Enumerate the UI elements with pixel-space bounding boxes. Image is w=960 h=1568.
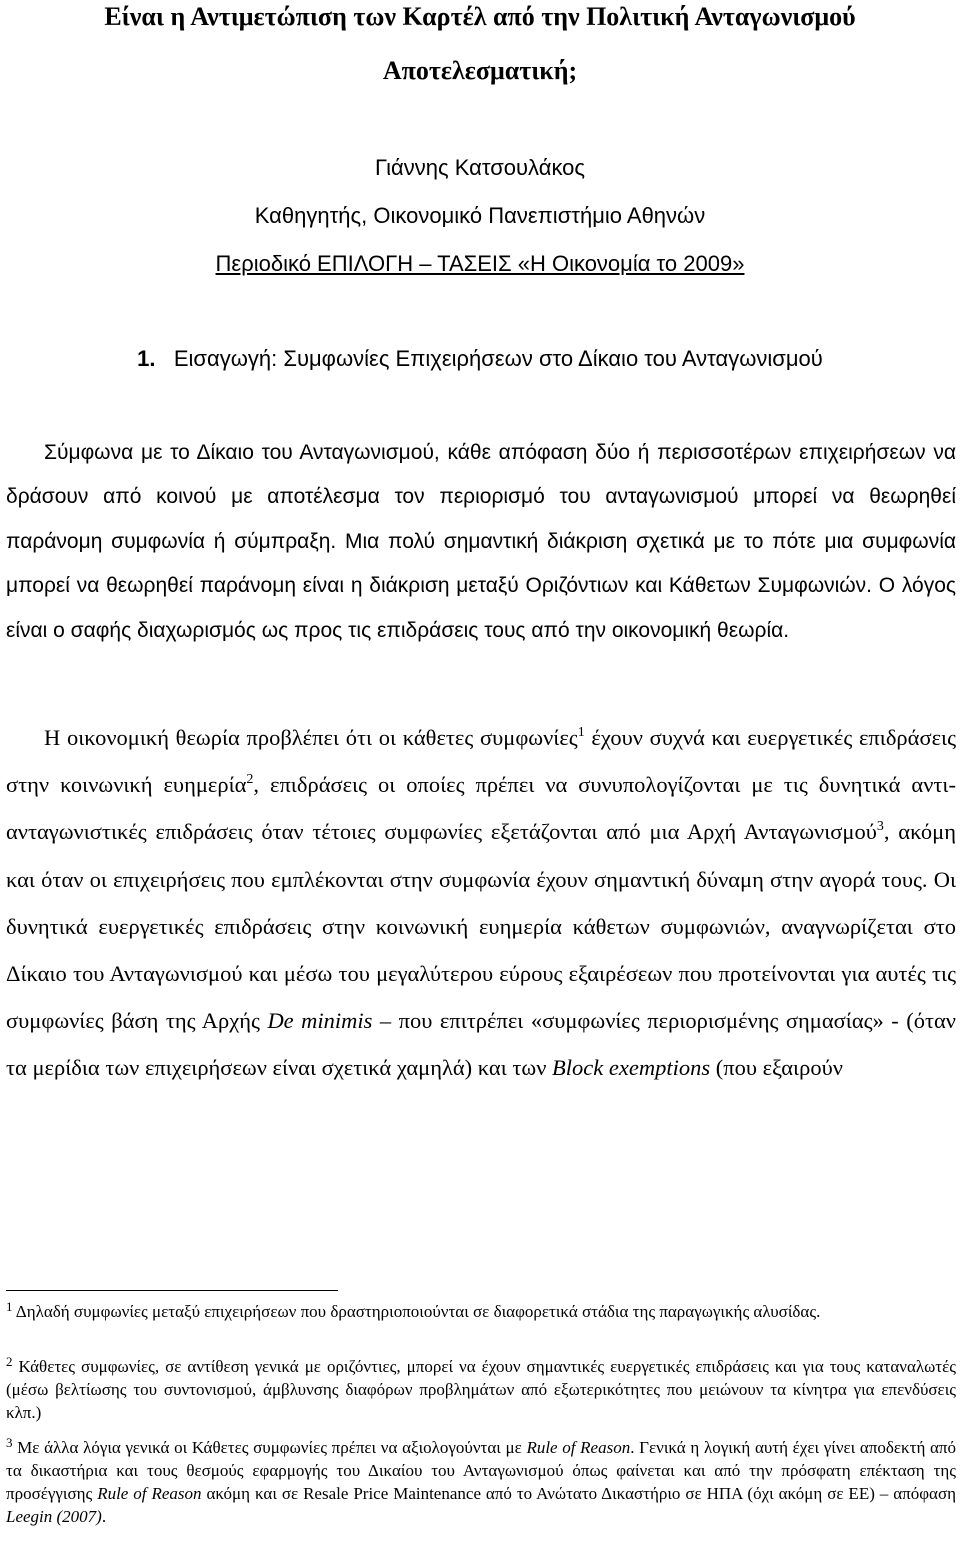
footnote-text: Δηλαδή συμφωνίες μεταξύ επιχειρήσεων που δραστηριοποιούνται σε διαφορετικά στάδια της παραγωγικής αλυσίδας. [12,1302,821,1321]
footnote-text: ακόμη και σε Resale Price Maintenance από το Ανώτατο Δικαστήριο σε ΗΠΑ (όχι ακόμη σε ΕΕ) – απόφαση [201,1484,957,1503]
paragraph-1: Σύμφωνα με το Δίκαιο του Ανταγωνισμού, κάθε απόφαση δύο ή περισσοτέρων επιχειρήσεων να δράσουν από κοινού με αποτέλεσμα τον περιορισμό του ανταγωνισμού μπορεί να θεωρηθεί παράνομη συμφωνία ή σύμπραξη. Μια πολύ σημαντική διάκριση σχετικά με το πότε μια συμφωνία μπορεί να θεωρηθεί παράνομη είναι η διάκριση μεταξύ Οριζόντιων και Κάθετων Συμφωνιών. Ο λόγος είναι ο σαφής διαχωρισμός ως προς τις επιδράσεις τους από την οικονομική θεωρία. [6,441,956,642]
italic-term: Block exemptions [552,1055,711,1081]
italic-term: Rule of Reason [526,1438,631,1457]
footnote-number: 1 [6,1299,13,1314]
footnote-ref: 2 [246,772,254,788]
paragraph-2 [6,714,956,1092]
author-affiliation: Καθηγητής, Οικονομικό Πανεπιστήμιο Αθηνών [254,203,706,228]
footnote-number: 3 [6,1435,13,1450]
italic-term: Leegin (2007) [6,1507,102,1526]
paragraph-2-text: έχουν συχνά και ευεργετικές επιδράσεις στην κοινωνική ευημερία [6,725,956,798]
paragraph-2-text: , ακόμη και όταν οι επιχειρήσεις που εμπλέκονται στην συμφωνία έχουν σημαντική δύναμη στην αγορά τους. Οι δυνητικά ευεργετικές επιδράσεις στην κοινωνική ευημερία κάθετων συμφωνιών, αναγνωρίζεται στο Δίκαιο του Ανταγωνισμού και μέσω του μεγαλύτερου εύρους εξαιρέσεων που προτείνονται για αυτές τις συμφωνίες βάση της Αρχής [6,819,957,1034]
document-title-line-1: Είναι η Αντιμετώπιση των Καρτέλ από την Πολιτική Ανταγωνισμού [104,2,856,31]
section-title: Εισαγωγή: Συμφωνίες Επιχειρήσεων στο Δίκαιο του Ανταγωνισμού [173,346,823,371]
footnote-ref: 3 [876,819,884,835]
section-number: 1. [137,346,156,371]
paragraph-2-text: , επιδράσεις οι οποίες πρέπει να συνυπολογίζονται με τις δυνητικά αντι-ανταγωνιστικές επιδράσεις όταν τέτοιες συμφωνίες εξετάζονται από μια Αρχή Ανταγωνισμού [6,772,956,845]
footnote-text: Με άλλα λόγια γενικά οι Κάθετες συμφωνίες πρέπει να αξιολογούνται με [12,1438,527,1457]
paragraph-2-text: Η οικονομική θεωρία προβλέπει ότι οι κάθετες συμφωνίες [44,725,578,750]
paragraph-2-text: – που επιτρέπει «συμφωνίες περιορισμένης σημασίας» - (όταν τα μερίδια των επιχειρήσεων είναι σχετικά χαμηλά) και των [6,1008,956,1081]
publication-source: Περιοδικό ΕΠΙΛΟΓΗ – ΤΑΣΕΙΣ «Η Οικονομία το 2009» [215,251,745,276]
footnote-text: . Γενικά η λογική αυτή έχει γίνει αποδεκτή από τα δικαστήρια και τους θεσμούς εφαρμογής του Δικαίου του Ανταγωνισμού όπως φαίνεται και από την πρόσφατη επέκταση της προσέγγισης [6,1438,957,1503]
author-name: Γιάννης Κατσουλάκος [374,155,586,180]
footnote-ref: 1 [577,725,585,740]
italic-term: De minimis [267,1008,373,1034]
footnote-number: 2 [6,1354,13,1369]
section-heading [0,345,960,373]
italic-term: Rule of Reason [97,1484,202,1503]
footnote-3 [6,1436,956,1528]
footnote-text: Κάθετες συμφωνίες, σε αντίθεση γενικά με οριζόντιες, μπορεί να έχουν σημαντικές ευεργετικές επιδράσεις και για τους καταναλωτές (μέσω βελτίωσης του συντονισμού, άμβλυνσης διαφόρων προβλημάτων από εξωτερικότητες που μειώνουν τα κίνητρα για επενδύσεις κλπ.) [6,1357,956,1422]
paragraph-2-text: (που εξαιρούν [710,1055,843,1081]
footnote-separator [6,1290,338,1291]
footnote-2 [6,1355,956,1424]
footnote-text: . [101,1507,107,1526]
footnote-1 [6,1300,956,1323]
document-title-line-2: Αποτελεσματική; [382,56,578,85]
